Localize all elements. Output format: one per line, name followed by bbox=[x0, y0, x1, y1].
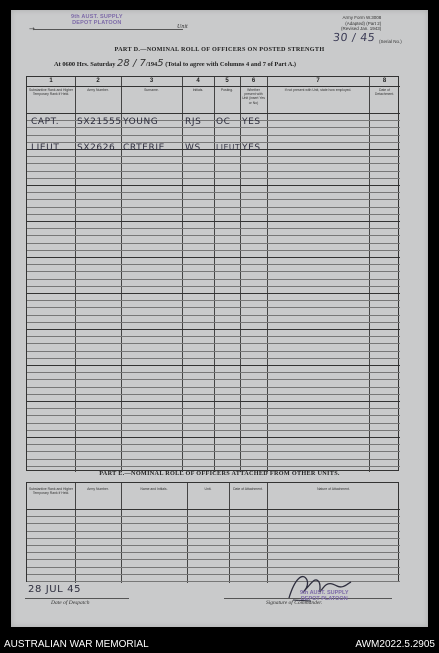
roll-entry-cell: OC bbox=[216, 117, 231, 127]
row-line bbox=[27, 271, 400, 272]
row-line bbox=[27, 156, 400, 157]
row-line bbox=[27, 567, 400, 568]
row-line bbox=[27, 531, 400, 532]
row-line bbox=[27, 466, 400, 467]
column-number: 8 bbox=[382, 78, 387, 84]
roll-entry-cell: SX2626 bbox=[77, 143, 116, 153]
roll-date-line bbox=[54, 58, 296, 69]
row-line bbox=[27, 343, 400, 344]
row-line bbox=[27, 199, 400, 200]
column-header: Date of Detachment. bbox=[374, 88, 395, 97]
row-line bbox=[27, 163, 400, 164]
column-divider bbox=[267, 483, 268, 583]
row-line bbox=[27, 286, 400, 287]
row-line bbox=[27, 214, 400, 215]
part-e-title: PART E.—NOMINAL ROLL OF OFFICERS ATTACHED FROM OTHER UNITS. bbox=[99, 470, 340, 477]
row-line bbox=[27, 329, 400, 330]
column-header: Unit. bbox=[204, 487, 212, 491]
document-sheet bbox=[11, 10, 428, 627]
row-line bbox=[27, 315, 400, 316]
roll-entry-cell: YOUNG bbox=[123, 117, 159, 127]
row-line bbox=[27, 192, 400, 193]
row-line bbox=[27, 415, 400, 416]
roll-entry-cell: CRTERIE bbox=[123, 143, 165, 153]
column-divider bbox=[267, 77, 268, 472]
roll-entry-cell: LIEUT bbox=[31, 143, 60, 153]
stamp-line: 9th AUST. SUPPLY bbox=[71, 14, 123, 20]
row-line bbox=[27, 264, 400, 265]
roll-entry-cell: LIEUT bbox=[216, 143, 241, 152]
roll-date-handwritten: 28 / 7 bbox=[117, 58, 146, 69]
column-divider bbox=[75, 483, 76, 583]
row-line bbox=[27, 250, 400, 251]
row-line bbox=[27, 257, 400, 258]
row-line bbox=[27, 221, 400, 222]
column-header: Army Number. bbox=[87, 487, 109, 491]
unit-stamp-bottom bbox=[300, 590, 349, 602]
despatch-line bbox=[25, 598, 129, 599]
row-line bbox=[27, 430, 400, 431]
roll-entry-cell: CAPT. bbox=[31, 117, 60, 127]
footer-left-caption: AUSTRALIAN WAR MEMORIAL bbox=[4, 639, 149, 650]
row-line bbox=[27, 358, 400, 359]
row-line bbox=[27, 408, 400, 409]
row-line bbox=[27, 509, 400, 510]
unit-stamp-top bbox=[71, 14, 123, 26]
row-line bbox=[27, 459, 400, 460]
row-line bbox=[27, 300, 400, 301]
roll-entry-cell: YES bbox=[242, 143, 261, 153]
column-header: Posting. bbox=[220, 88, 234, 92]
column-number: 4 bbox=[196, 78, 200, 84]
column-header: Surname. bbox=[144, 88, 159, 92]
row-line bbox=[27, 423, 400, 424]
row-line bbox=[27, 516, 400, 517]
column-header: Initials. bbox=[192, 88, 204, 92]
row-line bbox=[27, 545, 400, 546]
part-d-table bbox=[26, 76, 399, 471]
row-line bbox=[27, 243, 400, 244]
stamp-line: 9th AUST. SUPPLY bbox=[300, 590, 349, 596]
roll-year-handwritten: 5 bbox=[157, 58, 164, 69]
row-line bbox=[27, 387, 400, 388]
column-header: Whether present with Unit (insert Yes or No) bbox=[242, 88, 265, 105]
subtitle-year: /194 bbox=[145, 61, 158, 68]
row-line bbox=[27, 228, 400, 229]
column-header: Substantive Rank and Higher Temporary Rank if Held. bbox=[28, 487, 74, 496]
roll-entry-cell: SX21555 bbox=[77, 117, 122, 127]
row-line bbox=[27, 372, 400, 373]
row-line bbox=[27, 279, 400, 280]
column-header: Nature of Attachment. bbox=[317, 487, 350, 491]
signature-label: Signature of Commander. bbox=[266, 600, 323, 606]
column-number: 5 bbox=[225, 78, 229, 84]
row-line bbox=[27, 559, 400, 560]
row-line bbox=[27, 379, 400, 380]
subtitle-prefix: At 0600 Hrs. Saturday bbox=[54, 61, 116, 68]
stamp-line: DEPOT PLATOON bbox=[72, 20, 122, 26]
column-number: 1 bbox=[49, 78, 53, 84]
column-header: Substantive Rank and Higher Temporary Rank if Held. bbox=[28, 88, 74, 97]
column-header: If not present with Unit, state how employed. bbox=[284, 88, 352, 92]
column-header: Name and Initials. bbox=[140, 487, 168, 491]
row-line bbox=[27, 235, 400, 236]
row-line bbox=[27, 86, 400, 87]
row-line bbox=[27, 293, 400, 294]
row-line bbox=[27, 171, 400, 172]
row-line bbox=[27, 127, 400, 128]
row-line bbox=[27, 178, 400, 179]
row-line bbox=[27, 307, 400, 308]
serial-label: (Serial No.) bbox=[379, 39, 402, 44]
unit-field-line bbox=[33, 29, 183, 30]
row-line bbox=[27, 538, 400, 539]
army-form-line: Army Form W.3008 bbox=[342, 15, 382, 20]
despatch-label: Date of Despatch bbox=[51, 600, 90, 606]
column-number: 3 bbox=[149, 78, 154, 84]
column-header: Date of Attachment. bbox=[233, 487, 263, 491]
serial-number-handwritten: 30 / 45 bbox=[332, 31, 376, 44]
row-line bbox=[27, 437, 400, 438]
part-d-title: PART D.—NOMINAL ROLL OF OFFICERS ON POSTED STRENGTH bbox=[114, 46, 325, 53]
row-line bbox=[27, 552, 400, 553]
column-header: Army Number. bbox=[87, 88, 109, 92]
column-divider bbox=[121, 483, 122, 583]
army-form-reference bbox=[341, 15, 381, 32]
row-line bbox=[27, 401, 400, 402]
army-form-line: (Revised Jan. 1943) bbox=[341, 26, 382, 31]
row-line bbox=[27, 113, 400, 114]
roll-entry-cell: YES bbox=[242, 117, 261, 127]
column-divider bbox=[187, 483, 188, 583]
army-form-line: (Adapted) (Part 2) bbox=[345, 20, 382, 26]
column-divider bbox=[121, 77, 122, 472]
column-divider bbox=[214, 77, 215, 472]
column-divider bbox=[369, 77, 370, 472]
part-e-table bbox=[26, 482, 399, 582]
column-divider bbox=[229, 483, 230, 583]
roll-entry-cell: WS bbox=[185, 143, 201, 153]
row-line bbox=[27, 207, 400, 208]
column-number: 6 bbox=[251, 78, 256, 84]
row-line bbox=[27, 351, 400, 352]
stamp-line: DEPOT PLATOON bbox=[300, 596, 348, 602]
column-number: 2 bbox=[96, 78, 100, 84]
row-line bbox=[27, 322, 400, 323]
row-line bbox=[27, 523, 400, 524]
row-line bbox=[27, 394, 400, 395]
column-divider bbox=[182, 77, 183, 472]
arrow-icon: → bbox=[29, 25, 35, 33]
roll-entry-cell: RJS bbox=[185, 117, 202, 127]
footer-right-caption: AWM2022.5.2905 bbox=[355, 639, 435, 650]
column-divider bbox=[75, 77, 76, 472]
row-line bbox=[27, 336, 400, 337]
row-line bbox=[27, 365, 400, 366]
subtitle-suffix: (Total to agree with Columns 4 and 7 of Part A.) bbox=[165, 61, 297, 68]
column-divider bbox=[240, 77, 241, 472]
despatch-date-handwritten: 28 JUL 45 bbox=[28, 584, 82, 595]
unit-label: Unit bbox=[177, 24, 188, 30]
column-number: 7 bbox=[316, 78, 320, 84]
row-line bbox=[27, 135, 400, 136]
row-line bbox=[27, 185, 400, 186]
row-line bbox=[27, 444, 400, 445]
row-line bbox=[27, 451, 400, 452]
